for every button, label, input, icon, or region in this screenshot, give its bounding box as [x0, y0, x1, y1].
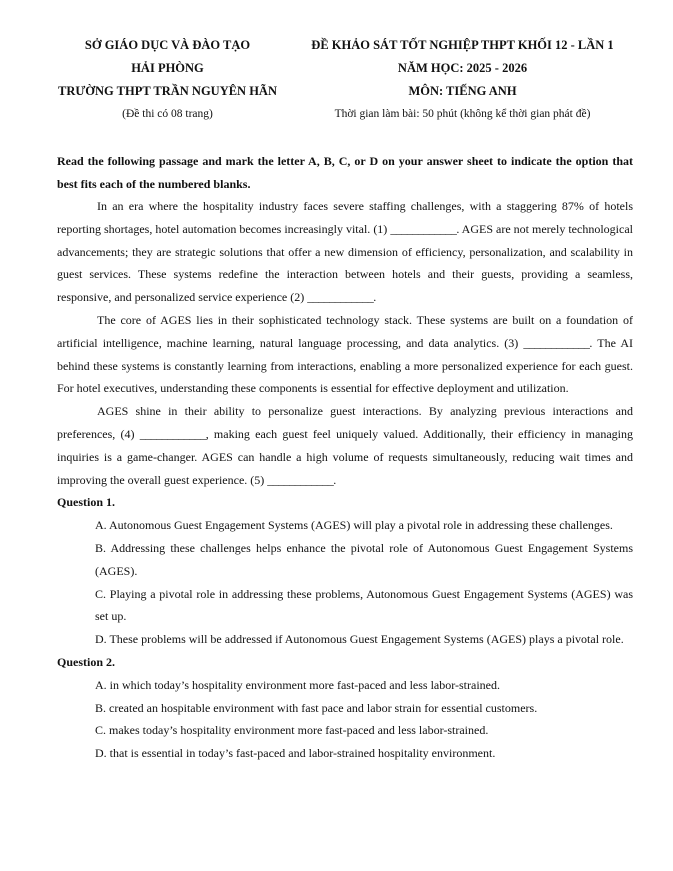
paragraph-text: In an era where the hospitality industry faces severe staffing challenges, with a staggering 87% of hotels reporting shortages, hotel automation becomes increasingly vital. (1) [57, 199, 633, 236]
paragraph-text: . [333, 472, 337, 487]
exam-header [0, 34, 673, 130]
paragraph-text: , making each guest feel uniquely valued. Additionally, their efficiency in managing inquiries is a game-changer. AGES can handle a high volume of requests simultaneously, reducing wait times and improving the overall guest experience. (5) [57, 426, 633, 487]
passage-paragraph-2 [57, 309, 633, 400]
school-year: NĂM HỌC: 2025 - 2026 [397, 61, 528, 75]
subject: MÔN: TIẾNG ANH [408, 84, 517, 98]
blank-3: ____________ [523, 335, 590, 350]
question-1-option-c: C. Playing a pivotal role in addressing these problems, Autonomous Guest Engagement Systems (AGES) was set up. [95, 586, 633, 624]
instruction: Read the following passage and mark the letter A, B, C, or D on your answer sheet to indicate the option that best fits each of the numbered blanks. [57, 154, 633, 191]
blank-2: ____________ [307, 290, 374, 305]
exam-content [57, 150, 633, 765]
school-info [45, 34, 290, 126]
blank-1: ____________ [390, 221, 457, 236]
question-1-option-b: B. Addressing these challenges helps enhance the pivotal role of Autonomous Guest Engagement Systems (AGES). [95, 540, 633, 578]
question-1-heading: Question 1. [57, 495, 116, 510]
question-2-option-d: D. that is essential in today’s fast-paced and labor-strained hospitality environment. [95, 746, 496, 761]
paragraph-text: . [373, 290, 377, 305]
question-2-option-b: B. created an hospitable environment with fast pace and labor strain for essential customers. [95, 700, 538, 715]
question-1-option-a: A. Autonomous Guest Engagement Systems (AGES) will play a pivotal role in addressing these challenges. [95, 518, 613, 533]
question-2-option-c: C. makes today’s hospitality environment more fast-paced and less labor-strained. [95, 723, 489, 738]
exam-title: ĐỀ KHẢO SÁT TỐT NGHIỆP THPT KHỐI 12 - LẦN 1 [311, 38, 614, 52]
paragraph-text: . AGES are not merely technological advancements; they are strategic solutions that offer a new dimension of efficiency, personalization, and scalability in guest services. These systems redefine the interaction between hotels and their guests, providing a seamless, responsive, and personalized service experience (2) [57, 221, 633, 305]
department-name: SỞ GIÁO DỤC VÀ ĐÀO TẠO [84, 38, 251, 52]
blank-4: ____________ [139, 426, 206, 441]
paragraph-text: AGES shine in their ability to personalize guest interactions. By analyzing previous interactions and preferences, (4) [57, 404, 633, 441]
paragraph-text: . The AI behind these systems is constantly learning from interactions, enabling a more personalized experience for each guest. For hotel executives, understanding these components is essential for effective deployment and utilization. [57, 335, 633, 396]
passage-paragraph-3 [57, 400, 633, 491]
question-1-option-d: D. These problems will be addressed if Autonomous Guest Engagement Systems (AGES) plays a pivotal role. [95, 632, 624, 647]
question-2-heading: Question 2. [57, 654, 116, 669]
exam-info [290, 34, 635, 126]
blank-5: ____________ [267, 472, 334, 487]
question-2-option-a: A. in which today’s hospitality environment more fast-paced and less labor-strained. [95, 677, 500, 692]
page-count-note: (Đề thi có 08 trang) [122, 108, 213, 120]
time-limit: Thời gian làm bài: 50 phút (không kể thời gian phát đề) [334, 108, 591, 120]
city-name: HẢI PHÒNG [131, 61, 204, 75]
paragraph-text: The core of AGES lies in their sophisticated technology stack. These systems are built on a foundation of artificial intelligence, machine learning, natural language processing, and data analytics. (3) [57, 312, 633, 350]
school-name: TRƯỜNG THPT TRẦN NGUYÊN HÃN [57, 84, 277, 98]
passage-paragraph-1 [57, 195, 633, 309]
